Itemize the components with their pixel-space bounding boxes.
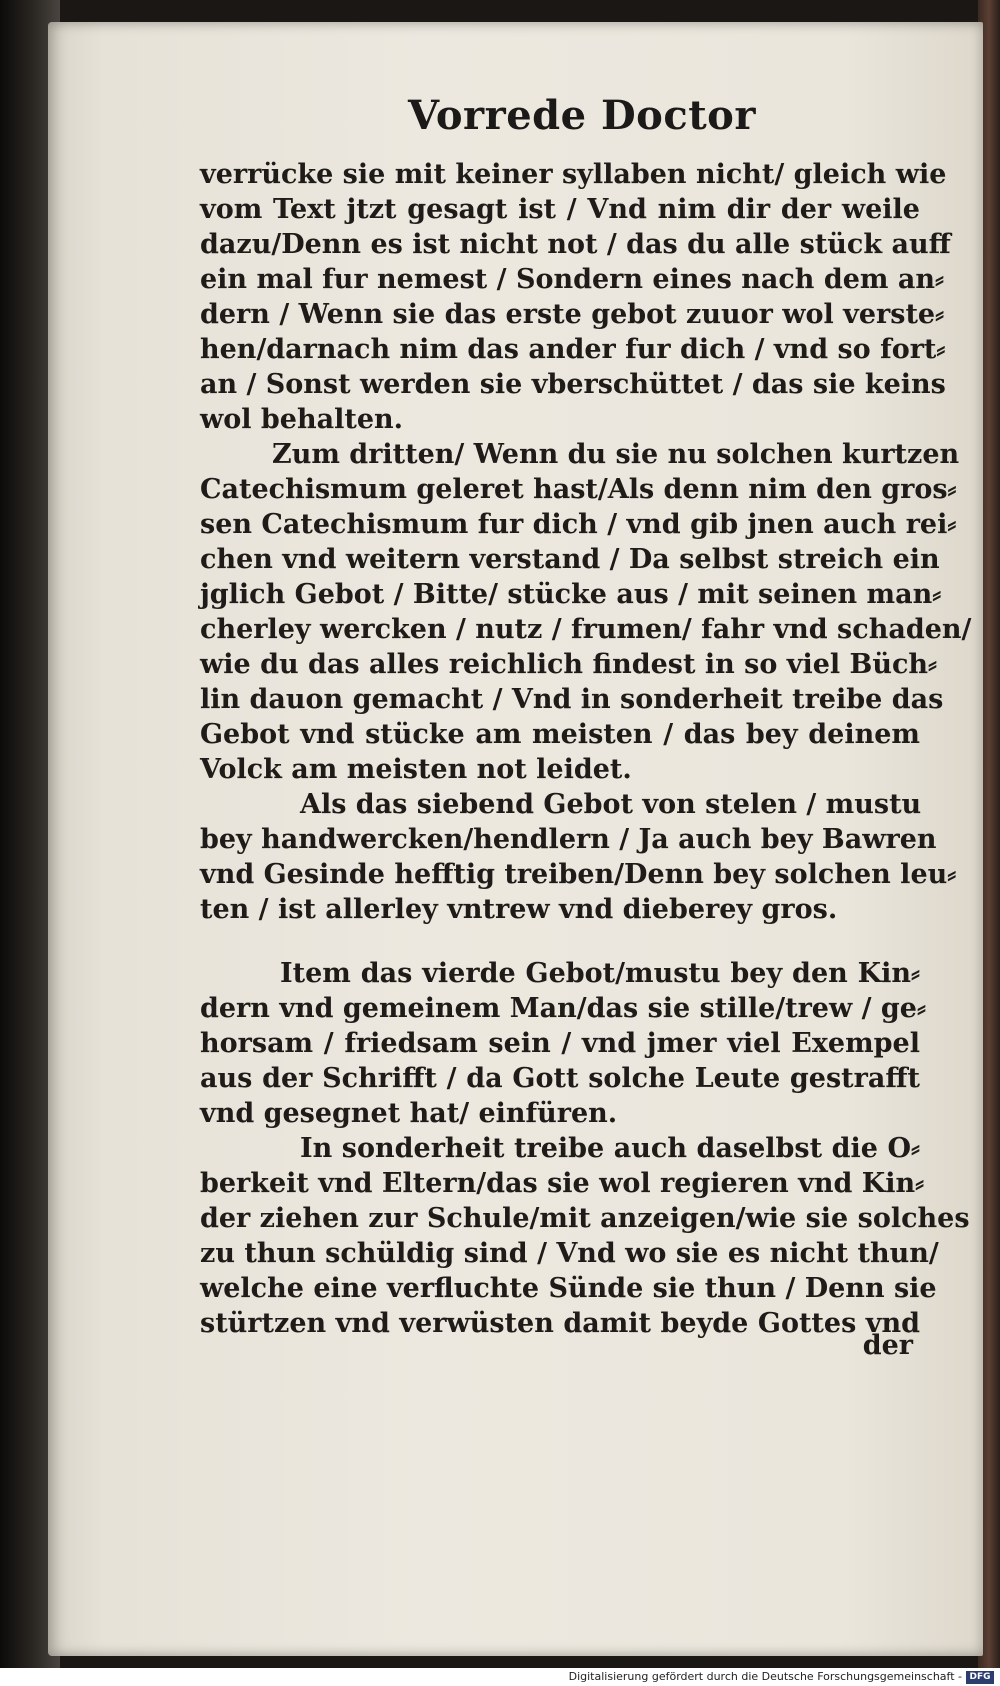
text-line: lin dauon gemacht / Vnd in sonderheit treibe das — [200, 684, 944, 715]
text-line: jglich Gebot / Bitte/ stücke aus / mit seinen man⸗ — [200, 579, 942, 610]
text-line: zu thun schüldig sind / Vnd wo sie es nicht thun/ — [200, 1238, 939, 1269]
page-content — [48, 22, 983, 1656]
text-line: horsam / friedsam sein / vnd jmer viel Exempel — [200, 1028, 920, 1059]
text-line: stürtzen vnd verwüsten damit beyde Gottes vnd — [200, 1308, 920, 1339]
text-line: Item das vierde Gebot/mustu bey den Kin⸗ — [280, 958, 920, 989]
text-line: Volck am meisten not leidet. — [200, 754, 632, 785]
text-line: Als das siebend Gebot von stelen / mustu — [300, 789, 922, 820]
text-line: berkeit vnd Eltern/das sie wol regieren vnd Kin⸗ — [200, 1168, 925, 1199]
paragraph-gap — [200, 927, 920, 956]
text-line: verrücke sie mit keiner syllaben nicht/ gleich wie — [200, 159, 947, 190]
text-line: Catechismum geleret hast/Als denn nim den gros⸗ — [200, 474, 957, 505]
dfg-logo: DFG — [966, 1671, 994, 1684]
text-line: dern vnd gemeinem Man/das sie stille/trew / ge⸗ — [200, 993, 926, 1024]
text-line: cherley wercken / nutz / frumen/ fahr vnd schaden/ — [200, 614, 972, 645]
funding-note: Digitalisierung gefördert durch die Deutsche Forschungsgemeinschaft - — [568, 1670, 962, 1683]
text-line: chen vnd weitern verstand / Da selbst streich ein — [200, 544, 940, 575]
body-text — [200, 157, 972, 1341]
text-line: aus der Schrifft / da Gott solche Leute gestrafft — [200, 1063, 920, 1094]
text-line: an / Sonst werden sie vberschüttet / das sie keins — [200, 369, 946, 400]
text-line: welche eine verfluchte Sünde sie thun / Denn sie — [200, 1273, 937, 1304]
text-line: Zum dritten/ Wenn du sie nu solchen kurtzen — [272, 439, 960, 470]
text-line: dern / Wenn sie das erste gebot zuuor wol verste⸗ — [200, 299, 945, 330]
text-line: vnd Gesinde hefftig treiben/Denn bey solchen leu⸗ — [200, 859, 957, 890]
text-line: ein mal fur nemest / Sondern eines nach dem an⸗ — [200, 264, 944, 295]
running-head: Vorrede Doctor — [408, 92, 756, 139]
text-line: wol behalten. — [200, 404, 404, 435]
text-line: vnd gesegnet hat/ einfüren. — [200, 1098, 618, 1129]
text-line: ten / ist allerley vntrew vnd dieberey gros. — [200, 894, 838, 925]
catchword: der — [862, 1330, 913, 1361]
footer-bar — [0, 1668, 1000, 1686]
text-line: In sonderheit treibe auch daselbst die O⸗ — [300, 1133, 920, 1164]
book-page — [48, 22, 983, 1656]
text-line: wie du das alles reichlich findest in so viel Büch⸗ — [200, 649, 938, 680]
text-line: vom Text jtzt gesagt ist / Vnd nim dir der weile — [200, 194, 920, 225]
text-line: bey handwercken/hendlern / Ja auch bey Bawren — [200, 824, 937, 855]
text-line: Gebot vnd stücke am meisten / das bey deinem — [200, 719, 920, 750]
text-line: sen Catechismum fur dich / vnd gib jnen auch rei⸗ — [200, 509, 957, 540]
text-line: dazu/Denn es ist nicht not / das du alle stück auff — [200, 229, 951, 260]
text-line: der ziehen zur Schule/mit anzeigen/wie sie solches — [200, 1203, 970, 1234]
text-line: hen/darnach nim das ander fur dich / vnd so fort⸗ — [200, 334, 946, 365]
